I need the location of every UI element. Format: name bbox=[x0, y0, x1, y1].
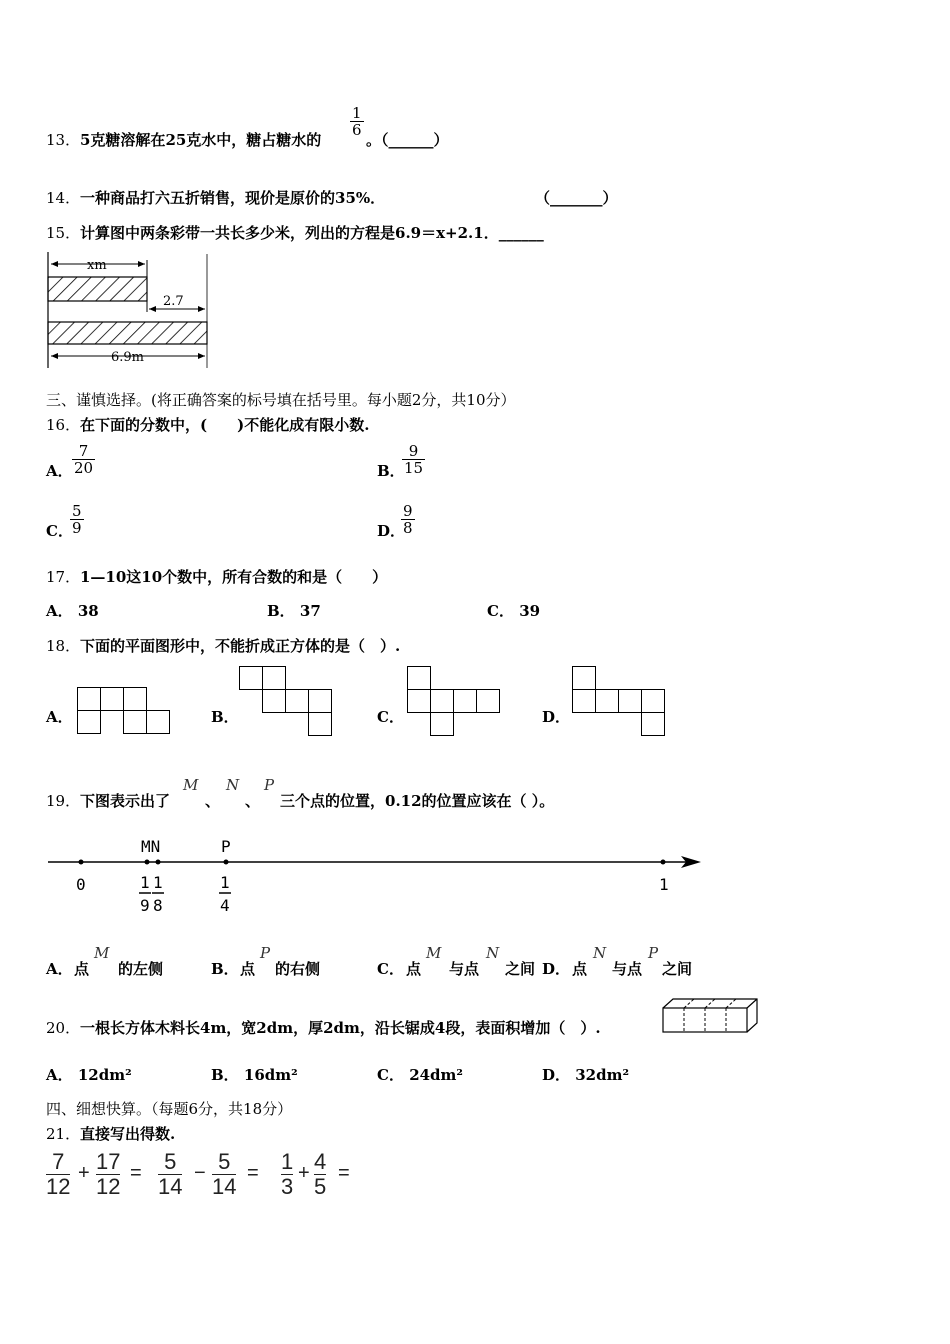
q19-option-a-pre: 点 bbox=[74, 960, 90, 978]
q21-expr2-frac-a bbox=[158, 1150, 182, 1199]
q17-b-value: 37 bbox=[299, 602, 321, 620]
q19-point-m: M bbox=[183, 776, 199, 794]
q20-d-value: 32dm² bbox=[575, 1066, 630, 1084]
q16-c-num: 5 bbox=[72, 502, 82, 520]
q16-option-d-fraction bbox=[401, 503, 415, 536]
q21-expr1-eq: = bbox=[130, 1162, 142, 1184]
q16-a-num: 7 bbox=[78, 442, 89, 460]
q20-option-b[interactable] bbox=[211, 1064, 298, 1085]
q20-option-a[interactable] bbox=[46, 1064, 132, 1085]
q16-option-b-fraction bbox=[402, 443, 425, 476]
q15-number: 15． bbox=[46, 224, 81, 242]
q17-option-c[interactable] bbox=[487, 600, 540, 621]
q16-d-num: 9 bbox=[403, 502, 413, 520]
q16-text: 在下面的分数中，( )不能化成有限小数. bbox=[80, 416, 370, 434]
q17-number: 17． bbox=[46, 568, 81, 586]
q15-label-6-9m: 6.9m bbox=[111, 350, 145, 365]
q19-option-b-post: 的右侧 bbox=[275, 960, 321, 978]
q21-expr3-op: + bbox=[298, 1162, 310, 1184]
q19-option-c-m: M bbox=[426, 944, 442, 962]
q19-option-b-pre: 点 bbox=[240, 960, 256, 978]
q17-text: 1—10这10个数中，所有合数的和是（ ） bbox=[80, 568, 388, 586]
q18-number: 18． bbox=[46, 637, 81, 655]
q13-number: 13． bbox=[46, 131, 81, 149]
q15-label-xm: xm bbox=[87, 258, 107, 273]
q21-e1-a-num: 7 bbox=[52, 1149, 65, 1174]
q21-expr3-frac-b bbox=[314, 1150, 326, 1199]
q21-expr2-op: − bbox=[194, 1162, 206, 1184]
q19-option-c-n: N bbox=[486, 944, 500, 962]
q19-text-a: 下图表示出了 bbox=[80, 792, 171, 810]
q14-number: 14． bbox=[46, 189, 81, 207]
q16-number: 16． bbox=[46, 416, 81, 434]
q20-option-c[interactable] bbox=[377, 1064, 463, 1085]
q13-fraction bbox=[350, 105, 364, 138]
q14-blank[interactable]: （_______） bbox=[535, 189, 618, 207]
q13-frac-den: 6 bbox=[352, 121, 362, 139]
q21-expr1-frac-a bbox=[46, 1150, 70, 1199]
q20-d-label: D． bbox=[542, 1066, 571, 1084]
q17-b-label: B． bbox=[267, 602, 295, 620]
q21-expr3-eq: = bbox=[338, 1162, 350, 1184]
q19-option-d-label[interactable]: D． bbox=[542, 960, 571, 978]
q20-number: 20． bbox=[46, 1019, 81, 1037]
q21-e2-a-den: 14 bbox=[158, 1174, 183, 1199]
q20-a-value: 12dm² bbox=[77, 1066, 132, 1084]
section-4-heading: 四、细想快算。（每题6分，共18分） bbox=[46, 1100, 293, 1118]
q19-option-a-post: 的左侧 bbox=[118, 960, 164, 978]
q20-b-label: B． bbox=[211, 1066, 239, 1084]
q19-option-d-post: 之间 bbox=[662, 960, 693, 978]
q20-cuboid-figure bbox=[662, 998, 762, 1036]
q16-option-c-fraction bbox=[70, 503, 84, 536]
q20-c-value: 24dm² bbox=[409, 1066, 463, 1084]
q21-e1-b-num: 17 bbox=[96, 1149, 121, 1174]
q21-e1-a-den: 12 bbox=[46, 1174, 71, 1199]
q18-net-b bbox=[239, 666, 335, 738]
q18-text: 下面的平面图形中，不能折成正方体的是（ ）. bbox=[80, 637, 401, 655]
numberline-label-zero: 0 bbox=[76, 875, 86, 894]
q16-option-c-label[interactable]: C． bbox=[46, 522, 73, 540]
q19-point-p: P bbox=[264, 776, 275, 794]
q19-option-d-n: N bbox=[593, 944, 607, 962]
q21-expr2-eq: = bbox=[247, 1162, 259, 1184]
q21-expr2-frac-b bbox=[212, 1150, 236, 1199]
q19-number-line bbox=[45, 832, 710, 922]
q21-e2-b-den: 14 bbox=[212, 1174, 237, 1199]
q16-d-den: 8 bbox=[403, 519, 413, 537]
q20-b-value: 16dm² bbox=[243, 1066, 298, 1084]
q19-option-c-mid: 与点 bbox=[449, 960, 480, 978]
q21-e3-b-num: 4 bbox=[314, 1149, 327, 1174]
q21-e2-b-num: 5 bbox=[218, 1149, 231, 1174]
q16-b-num: 9 bbox=[408, 442, 419, 460]
q16-option-b-label[interactable]: B． bbox=[377, 462, 405, 480]
q18-option-c-label[interactable]: C． bbox=[377, 708, 404, 726]
numberline-frac-1-den: 9 bbox=[140, 896, 150, 915]
q16-option-a-fraction bbox=[72, 443, 95, 476]
q17-option-b[interactable] bbox=[267, 600, 321, 621]
q21-e3-a-num: 1 bbox=[281, 1149, 294, 1174]
q13-text: 5克糖溶解在25克水中，糖占糖水的 bbox=[80, 131, 322, 149]
q17-a-value: 38 bbox=[77, 602, 99, 620]
q19-option-b-p: P bbox=[260, 944, 271, 962]
q15-text: 计算图中两条彩带一共长多少米，列出的方程是6.9＝x+2.1．______ bbox=[80, 224, 544, 242]
q19-text-b: 三个点的位置，0.12的位置应该在（ ）。 bbox=[280, 792, 555, 810]
q19-number: 19． bbox=[46, 792, 81, 810]
q21-expr3-frac-a bbox=[281, 1150, 293, 1199]
q18-option-d-label[interactable]: D． bbox=[542, 708, 571, 726]
q19-option-b-label[interactable]: B． bbox=[211, 960, 239, 978]
q18-option-b-label[interactable]: B． bbox=[211, 708, 239, 726]
q14-text: 一种商品打六五折销售，现价是原价的35%． bbox=[80, 189, 386, 207]
q19-point-n: N bbox=[226, 776, 240, 794]
q19-option-d-p: P bbox=[648, 944, 659, 962]
q20-a-label: A． bbox=[46, 1066, 73, 1084]
q19-option-d-pre: 点 bbox=[572, 960, 588, 978]
q19-option-c-label[interactable]: C． bbox=[377, 960, 404, 978]
q18-net-d bbox=[572, 666, 668, 738]
numberline-label-one: 1 bbox=[659, 875, 669, 894]
q21-expr1-frac-b bbox=[96, 1150, 120, 1199]
q16-a-den: 20 bbox=[74, 459, 94, 477]
numberline-frac-1-num: 1 bbox=[140, 873, 150, 892]
q18-net-c bbox=[407, 666, 503, 738]
numberline-frac-2-num: 1 bbox=[153, 873, 163, 892]
q20-text: 一根长方体木料长4m，宽2dm，厚2dm，沿长锯成4段，表面积增加（ ）. bbox=[80, 1019, 601, 1037]
q19-option-a-label[interactable]: A． bbox=[46, 960, 73, 978]
q16-option-a-label[interactable]: A． bbox=[46, 462, 73, 480]
q17-c-value: 39 bbox=[519, 602, 541, 620]
q17-option-a[interactable] bbox=[46, 600, 99, 621]
q16-b-den: 15 bbox=[404, 459, 424, 477]
q16-c-den: 9 bbox=[72, 519, 82, 537]
q13-frac-num: 1 bbox=[352, 104, 362, 122]
q21-e3-a-den: 3 bbox=[281, 1174, 294, 1199]
q15-label-2-7: 2.7 bbox=[163, 294, 184, 309]
q19-option-c-pre: 点 bbox=[406, 960, 422, 978]
section-3-heading: 三、谨慎选择。(将正确答案的标号填在括号里。每小题2分，共10分） bbox=[46, 391, 516, 409]
q13-blank[interactable]: 。（______） bbox=[366, 131, 449, 149]
q18-net-a bbox=[77, 687, 173, 737]
q19-option-a-m: M bbox=[94, 944, 110, 962]
q17-c-label: C． bbox=[487, 602, 514, 620]
q20-c-label: C． bbox=[377, 1066, 404, 1084]
q21-number: 21． bbox=[46, 1125, 81, 1143]
numberline-frac-3-num: 1 bbox=[220, 873, 230, 892]
q21-e3-b-den: 5 bbox=[314, 1174, 327, 1199]
q15-ribbon-figure bbox=[45, 252, 215, 372]
q20-option-d[interactable] bbox=[542, 1064, 629, 1085]
numberline-label-mn: MN bbox=[141, 837, 161, 856]
q19-sep2: 、 bbox=[245, 792, 261, 810]
numberline-frac-3-den: 4 bbox=[220, 896, 230, 915]
q21-expr1-op: + bbox=[78, 1162, 90, 1184]
q21-text: 直接写出得数. bbox=[80, 1125, 176, 1143]
q19-option-c-post: 之间 bbox=[505, 960, 536, 978]
q17-a-label: A． bbox=[46, 602, 73, 620]
q19-sep1: 、 bbox=[205, 792, 221, 810]
q16-option-d-label[interactable]: D． bbox=[377, 522, 406, 540]
q21-e1-b-den: 12 bbox=[96, 1174, 121, 1199]
q21-e2-a-num: 5 bbox=[164, 1149, 177, 1174]
numberline-frac-2-den: 8 bbox=[153, 896, 163, 915]
q18-option-a-label[interactable]: A． bbox=[46, 708, 73, 726]
numberline-label-p: P bbox=[221, 837, 231, 856]
q19-option-d-mid: 与点 bbox=[612, 960, 643, 978]
